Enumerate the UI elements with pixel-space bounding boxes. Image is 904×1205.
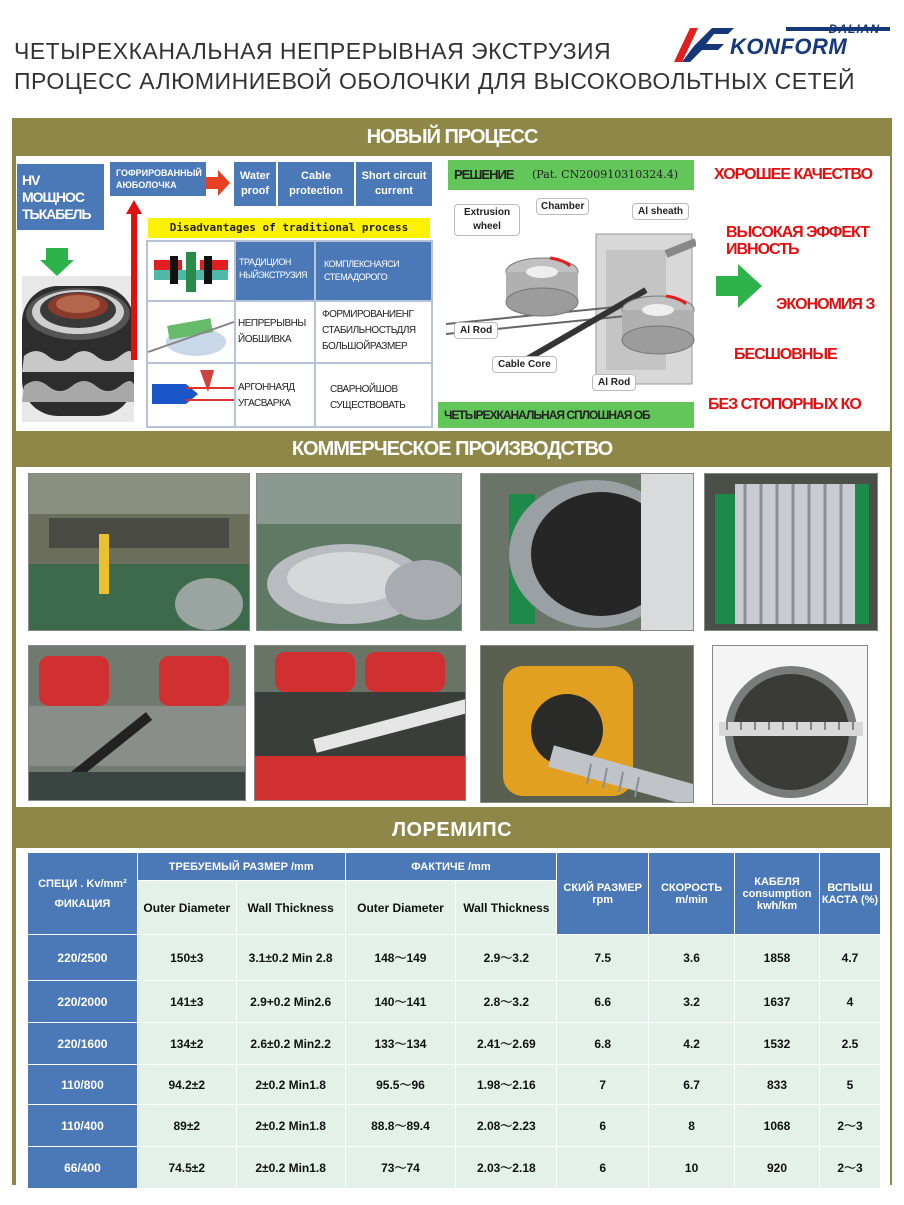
continuous-cladding-image bbox=[148, 302, 234, 362]
extrusion-line-photo bbox=[28, 645, 246, 801]
table-cell: 1532 bbox=[735, 1023, 820, 1065]
feature-short-circuit: Short circuit current bbox=[356, 162, 432, 206]
benefit-seamless: БЕСШОВНЫЕ bbox=[734, 346, 837, 363]
section-title-new-process: НОВЫЙ ПРОЦЕСС bbox=[12, 118, 892, 156]
arrow-right-big-icon bbox=[716, 264, 762, 308]
benefit-high-efficiency: ВЫСОКАЯ ЭФФЕКТ ИВНОСТЬ bbox=[726, 224, 869, 258]
table-cell: 833 bbox=[735, 1065, 820, 1105]
benefit-economy: ЭКОНОМИЯ З bbox=[776, 296, 875, 313]
corrugated-sheath-label: ГОФРИРОВАННЫЙ АЮБОЛОЧКА bbox=[110, 162, 206, 196]
logo-main: KONFORM bbox=[730, 34, 848, 59]
arrow-up-icon bbox=[126, 200, 142, 360]
label-extrusion-wheel: Extrusion wheel bbox=[454, 204, 520, 236]
table-cell: 133～134 bbox=[345, 1023, 456, 1065]
header-spec: СПЕЦИ . Kv/mm² ФИКАЦИЯ bbox=[28, 853, 138, 935]
table-row bbox=[28, 1147, 881, 1189]
table-cell: 141±3 bbox=[137, 981, 236, 1023]
row-spec-cell: 220/1600 bbox=[28, 1023, 138, 1065]
konform-logo-icon bbox=[668, 20, 738, 66]
table-row bbox=[28, 981, 881, 1023]
section-title-lorem: ЛОРЕМИПС bbox=[12, 812, 892, 848]
table-cell: 3.2 bbox=[649, 981, 735, 1023]
solution-label: РЕШЕНИЕ bbox=[454, 167, 514, 182]
table-cell: 4.7 bbox=[819, 935, 880, 981]
disadvantages-title: Disadvantages of traditional process bbox=[148, 218, 430, 238]
table-cell: 1637 bbox=[735, 981, 820, 1023]
table-cell: 1068 bbox=[735, 1105, 820, 1147]
benefit-good-quality: ХОРОШЕЕ КАЧЕСТВО bbox=[714, 166, 873, 183]
table-cell: 1.98～2.16 bbox=[456, 1065, 557, 1105]
header-required-label: ТРЕБУЕМЫЙ РАЗМЕР bbox=[168, 860, 288, 873]
header-speed: СКОРОСТЬ m/min bbox=[649, 853, 735, 935]
title-line-1: ЧЕТЫРЕХКАНАЛЬНАЯ НЕПРЕРЫВНАЯ ЭКСТРУЗИЯ bbox=[14, 38, 612, 64]
table-cell: 89±2 bbox=[137, 1105, 236, 1147]
table-cell: 1858 bbox=[735, 935, 820, 981]
row-spec-cell: 110/800 bbox=[28, 1065, 138, 1105]
aluminum-rod-coil-photo bbox=[256, 473, 462, 631]
header-flash: ВСПЫШ КАСТА (%) bbox=[819, 853, 880, 935]
table-body bbox=[28, 935, 881, 1189]
table-cell: 150±3 bbox=[137, 935, 236, 981]
konform-logo bbox=[668, 20, 890, 66]
table-cell: 74.5±2 bbox=[137, 1147, 236, 1189]
feature-cable-protection: Cable protection bbox=[278, 162, 354, 206]
new-process-panel bbox=[16, 156, 890, 431]
production-hall-photo bbox=[28, 473, 250, 631]
method-name-3: АРГОННАЯД УГАСВАРКА bbox=[236, 364, 314, 426]
method-issue-2: ФОРМИРОВАНИЕНГ СТАБИЛЬНОСТЬДЛЯ БОЛЬШОЙРАЗМЕР bbox=[316, 302, 431, 362]
sheathed-cable-drum-photo bbox=[704, 473, 878, 631]
header-wall-actual: Wall Thickness bbox=[456, 881, 557, 935]
label-chamber: Chamber bbox=[536, 198, 589, 215]
header-outer-actual: Outer Diameter bbox=[345, 881, 456, 935]
table-cell: 2±0.2 Min1.8 bbox=[236, 1065, 345, 1105]
solution-footer: ЧЕТЫРЕХКАНАЛЬНАЯ СПЛОШНАЯ ОБ bbox=[438, 402, 694, 428]
solution-bar bbox=[448, 160, 694, 190]
table-cell: 3.1±0.2 Min 2.8 bbox=[236, 935, 345, 981]
label-al-rod-left: Al Rod bbox=[454, 322, 498, 339]
table-cell: 8 bbox=[649, 1105, 735, 1147]
table-cell: 134±2 bbox=[137, 1023, 236, 1065]
table-cell: 2.6±0.2 Min2.2 bbox=[236, 1023, 345, 1065]
table-cell: 3.6 bbox=[649, 935, 735, 981]
table-cell: 2.9～3.2 bbox=[456, 935, 557, 981]
table-cell: 7.5 bbox=[557, 935, 649, 981]
table-cell: 73～74 bbox=[345, 1147, 456, 1189]
table-row bbox=[28, 1023, 881, 1065]
method-name-2: НЕПРЕРЫВНЫ ЙОБШИВКА bbox=[236, 302, 314, 362]
commercial-panel bbox=[16, 467, 890, 807]
hv-cable-label: HV МОЩНОС ТЬКАБЕЛЬ bbox=[17, 164, 104, 230]
header-rpm: СКИЙ РАЗМЕР rpm bbox=[557, 853, 649, 935]
table-row bbox=[28, 1105, 881, 1147]
label-al-rod-right: Al Rod bbox=[592, 374, 636, 391]
table-cell: 6.8 bbox=[557, 1023, 649, 1065]
table-cell: 5 bbox=[819, 1065, 880, 1105]
table-cell: 88.8～89.4 bbox=[345, 1105, 456, 1147]
method-issue-3: СВАРНОЙШОВ СУЩЕСТВОВАТЬ bbox=[316, 364, 431, 426]
header-energy: КАБЕЛЯ consumption kwh/km bbox=[735, 853, 820, 935]
benefit-non-stop: БЕЗ СТОПОРНЫХ КО bbox=[708, 396, 861, 413]
arrow-down-icon bbox=[40, 248, 74, 276]
table-cell: 6 bbox=[557, 1147, 649, 1189]
method-issue-1: КОМПЛЕКСНАЯСИ СТЕМАДОРОГО bbox=[316, 242, 431, 300]
patent-number: (Pat. CN200910310324.4) bbox=[532, 168, 678, 181]
table-cell: 6.6 bbox=[557, 981, 649, 1023]
header-wall-required: Wall Thickness bbox=[236, 881, 345, 935]
label-cable-core: Cable Core bbox=[492, 356, 557, 373]
hv-cable-image bbox=[22, 276, 134, 422]
table-cell: 2±0.2 Min1.8 bbox=[236, 1105, 345, 1147]
table-cell: 2.9+0.2 Min2.6 bbox=[236, 981, 345, 1023]
table-cell: 2～3 bbox=[819, 1105, 880, 1147]
table-cell: 2.08～2.23 bbox=[456, 1105, 557, 1147]
traditional-extrusion-image bbox=[148, 242, 234, 300]
section-title-commercial: КОММЕРЧЕСКОЕ ПРОИЗВОДСТВО bbox=[12, 431, 892, 467]
header-required bbox=[137, 853, 345, 881]
header-actual: ФАКТИЧЕ /mm bbox=[345, 853, 557, 881]
sheath-cross-section-photo bbox=[712, 645, 868, 805]
row-spec-cell: 220/2500 bbox=[28, 935, 138, 981]
label-al-sheath: Al sheath bbox=[632, 203, 689, 220]
corrugating-machine-photo bbox=[480, 645, 694, 803]
specification-table bbox=[27, 852, 881, 1189]
header-required-unit: /mm bbox=[290, 860, 314, 873]
row-spec-cell: 220/2000 bbox=[28, 981, 138, 1023]
table-cell: 7 bbox=[557, 1065, 649, 1105]
table-cell: 140～141 bbox=[345, 981, 456, 1023]
table-cell: 94.2±2 bbox=[137, 1065, 236, 1105]
argon-welding-image bbox=[148, 364, 234, 426]
table-cell: 6 bbox=[557, 1105, 649, 1147]
title-line-2: ПРОЦЕСС АЛЮМИНИЕВОЙ ОБОЛОЧКИ ДЛЯ ВЫСОКОВОЛЬТНЫХ СЕТЕЙ bbox=[14, 68, 856, 94]
feature-water-proof: Water proof bbox=[234, 162, 276, 206]
table-cell: 4 bbox=[819, 981, 880, 1023]
cable-drum-photo bbox=[480, 473, 694, 631]
row-spec-cell: 66/400 bbox=[28, 1147, 138, 1189]
table-cell: 920 bbox=[735, 1147, 820, 1189]
sheath-extrusion-photo bbox=[254, 645, 466, 801]
table-cell: 2.41～2.69 bbox=[456, 1023, 557, 1065]
method-name-1: ТРАДИЦИОН НЫЙЭКСТРУЗИЯ bbox=[236, 242, 314, 300]
table-cell: 6.7 bbox=[649, 1065, 735, 1105]
table-cell: 2.03～2.18 bbox=[456, 1147, 557, 1189]
table-row bbox=[28, 935, 881, 981]
header-outer-required: Outer Diameter bbox=[137, 881, 236, 935]
table-cell: 2±0.2 Min1.8 bbox=[236, 1147, 345, 1189]
table-cell: 2.5 bbox=[819, 1023, 880, 1065]
table-cell: 10 bbox=[649, 1147, 735, 1189]
row-spec-cell: 110/400 bbox=[28, 1105, 138, 1147]
table-cell: 95.5～96 bbox=[345, 1065, 456, 1105]
table-cell: 2.8～3.2 bbox=[456, 981, 557, 1023]
table-cell: 2～3 bbox=[819, 1147, 880, 1189]
table-cell: 148～149 bbox=[345, 935, 456, 981]
table-row bbox=[28, 1065, 881, 1105]
logo-sub: DALIAN bbox=[828, 22, 880, 36]
table-cell: 4.2 bbox=[649, 1023, 735, 1065]
arrow-right-icon bbox=[206, 170, 230, 196]
